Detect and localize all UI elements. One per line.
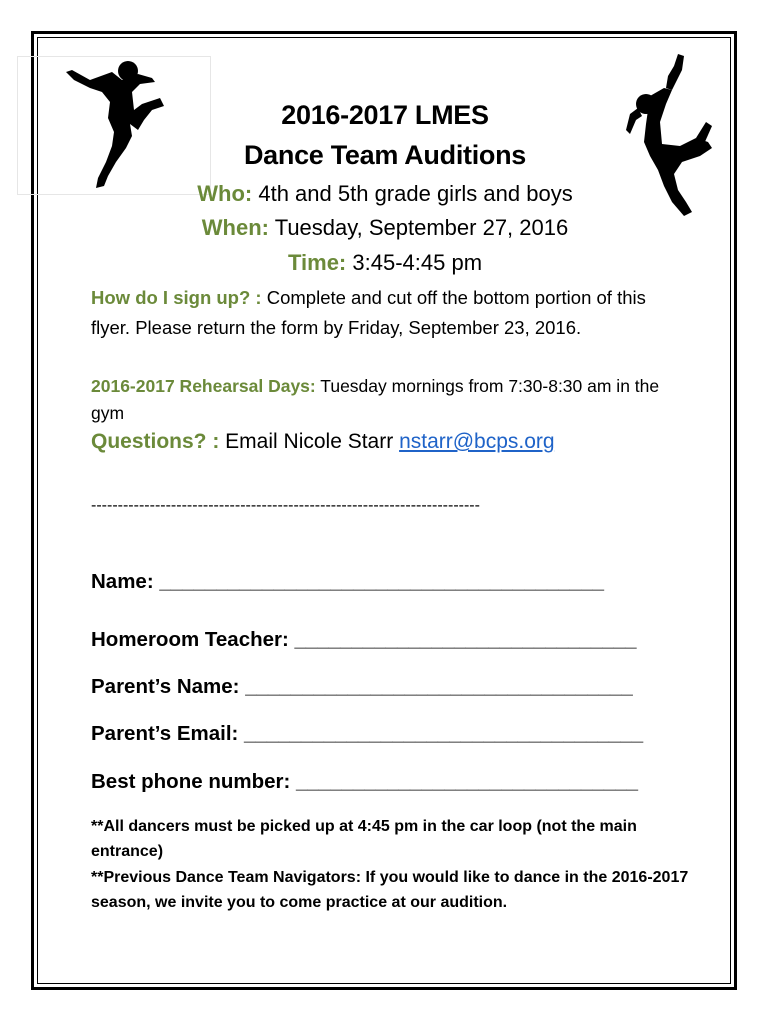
signup-text: Complete and cut off the bottom portion of this flyer. Please return the form by Friday, September 23, 2016. (91, 287, 646, 338)
questions-text: Email Nicole Starr (219, 430, 400, 453)
rehearsal-paragraph (91, 373, 681, 427)
parent-email-field[interactable]: Parent’s Email: ___________________________________ (91, 722, 644, 745)
navigators-note: **Previous Dance Team Navigators: If you would like to dance in the 2016-2017 season, we invite you to come practice at our audition. (91, 869, 689, 911)
parent-name-field[interactable]: Parent’s Name: __________________________________ (91, 675, 633, 698)
cut-line: ------------------------------------------------------------------------- (91, 497, 480, 514)
time-value: 3:45-4:45 pm (346, 250, 483, 275)
rehearsal-text: Tuesday mornings from 7:30-8:30 am in the gym (91, 376, 660, 423)
page-title-line1: 2016-2017 LMES (281, 100, 489, 130)
who-line (0, 181, 770, 207)
pickup-note: **All dancers must be picked up at 4:45 pm in the car loop (not the main entrance) (91, 818, 637, 860)
when-line (0, 215, 770, 241)
homeroom-teacher-field[interactable]: Homeroom Teacher: ______________________________ (91, 628, 637, 651)
who-label: Who: (197, 181, 253, 206)
questions-line (91, 430, 555, 454)
email-link[interactable]: nstarr@bcps.org (399, 430, 555, 453)
name-field[interactable]: Name: _______________________________________ (91, 570, 605, 593)
signup-paragraph (91, 283, 681, 342)
rehearsal-label: 2016-2017 Rehearsal Days: (91, 376, 316, 396)
time-line (0, 250, 770, 276)
questions-label: Questions? : (91, 430, 220, 453)
signup-label: How do I sign up? : (91, 287, 262, 308)
page-title-line2: Dance Team Auditions (243, 140, 527, 170)
phone-number-field[interactable]: Best phone number: ______________________________ (91, 770, 639, 793)
when-label: When: (201, 215, 269, 240)
time-label: Time: (287, 250, 347, 275)
when-value: Tuesday, September 27, 2016 (268, 215, 569, 240)
who-value: 4th and 5th grade girls and boys (252, 181, 573, 206)
